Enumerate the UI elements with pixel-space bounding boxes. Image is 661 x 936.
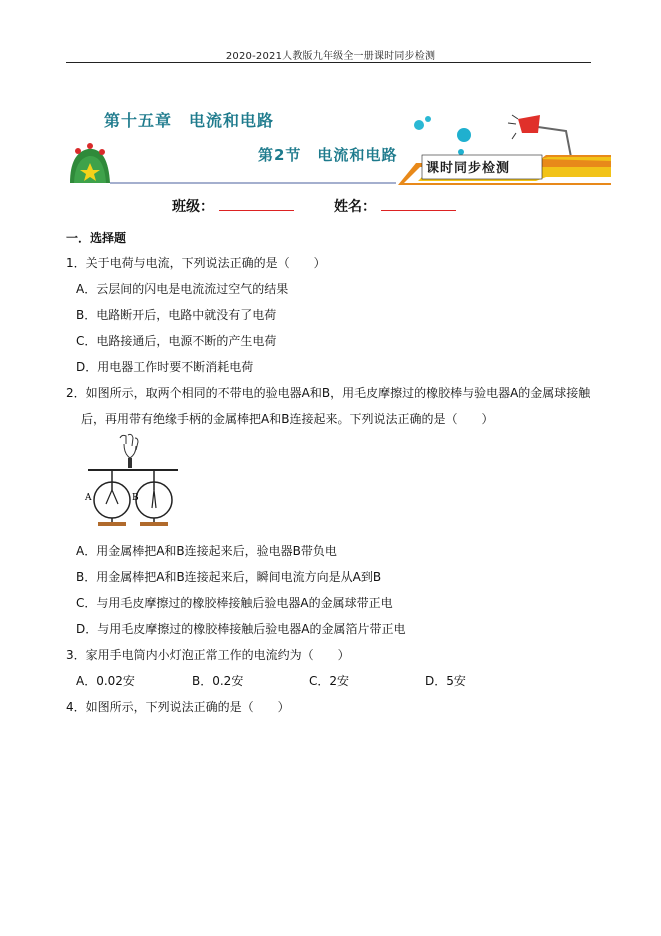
chapter-title: 第十五章 电流和电路 <box>104 111 275 130</box>
electroscope-b-label: B <box>132 493 139 503</box>
class-label: 班级： <box>172 199 214 215</box>
name-blank[interactable] <box>381 210 456 211</box>
badge-label: 课时同步检测 <box>426 161 511 176</box>
page-header: 2020-2021人教版九年级全一册课时同步检测 <box>225 51 436 62</box>
question-2-option-d: D．与用毛皮摩擦过的橡胶棒接触后验电器A的金属箔片带正电 <box>76 622 406 636</box>
bubbles-icon <box>414 116 471 155</box>
question-3-option-a: A．0.02安 <box>76 674 135 688</box>
star-emblem-icon <box>70 143 110 183</box>
electroscope-a-label: A <box>85 493 92 503</box>
question-4-text: 4．如图所示，下列说法正确的是（ ） <box>66 700 290 714</box>
question-1-option-a: A．云层间的闪电是电流流过空气的结果 <box>76 282 289 296</box>
question-1-option-b: B．电路断开后，电路中就没有了电荷 <box>76 308 277 322</box>
part-title: 一．选择题 <box>66 231 127 245</box>
question-2-option-a: A．用金属棒把A和B连接起来后，验电器B带负电 <box>76 544 337 558</box>
question-2-option-b: B．用金属棒把A和B连接起来后，瞬间电流方向是从A到B <box>76 570 382 584</box>
lamp-icon <box>508 115 571 157</box>
section-title: 第2节 电流和电路 <box>258 146 398 164</box>
question-2-text-line-2: 后，再用带有绝缘手柄的金属棒把A和B连接起来。下列说法正确的是（ ） <box>81 412 494 426</box>
name-label: 姓名： <box>334 199 376 215</box>
question-3-option-d: D．5安 <box>425 674 466 688</box>
question-3-option-c: C．2安 <box>309 674 350 688</box>
question-3-option-b: B．0.2安 <box>192 674 244 688</box>
question-1-option-c: C．电路接通后，电源不断的产生电荷 <box>76 334 277 348</box>
question-1-text: 1．关于电荷与电流，下列说法正确的是（ ） <box>66 256 326 270</box>
question-3-text: 3．家用手电筒内小灯泡正常工作的电流约为（ ） <box>66 648 350 662</box>
question-1-option-d: D．用电器工作时要不断消耗电荷 <box>76 360 254 374</box>
class-blank[interactable] <box>219 210 294 211</box>
question-2-option-c: C．与用毛皮摩擦过的橡胶棒接触后验电器A的金属球带正电 <box>76 596 393 610</box>
header-rule <box>66 62 591 63</box>
electroscope-figure <box>80 432 180 530</box>
question-2-text-line-1: 2．如图所示，取两个相同的不带电的验电器A和B，用毛皮摩擦过的橡胶棒与验电器A的金属球接触 <box>66 386 591 400</box>
